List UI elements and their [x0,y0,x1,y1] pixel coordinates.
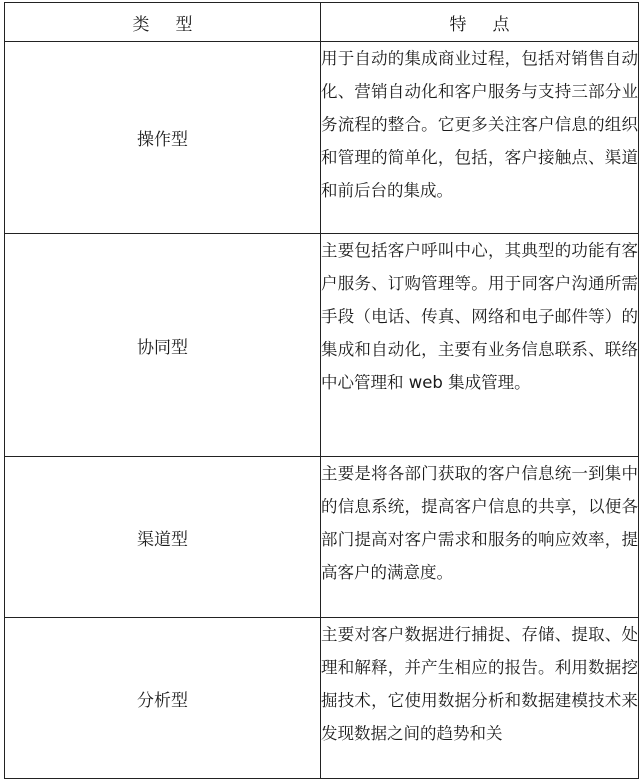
type-cell: 协同型 [5,234,321,457]
type-cell: 分析型 [5,618,321,779]
header-type: 类型 [5,3,321,42]
feature-cell: 主要包括客户呼叫中心，其典型的功能有客户服务、订购管理等。用于同客户沟通所需手段（电话、传真、网络和电子邮件等）的集成和自动化，主要有业务信息联系、联络中心管理和 web 集成管理。 [321,234,639,457]
type-cell: 渠道型 [5,457,321,618]
feature-cell: 主要是将各部门获取的客户信息统一到集中的信息系统，提高客户信息的共享，以便各部门提高对客户需求和服务的响应效率，提高客户的满意度。 [321,457,639,618]
feature-text: 主要对客户数据进行捕捉、存储、提取、处理和解释，并产生相应的报告。利用数据挖掘技术，它使用数据分析和数据建模技术来发现数据之间的趋势和关 [321,625,638,743]
feature-cell: 用于自动的集成商业过程，包括对销售自动化、营销自动化和客户服务与支持三部分业务流程的整合。它更多关注客户信息的组织和管理的简单化，包括，客户接触点、渠道和前后台的集成。 [321,42,639,234]
feature-cell [321,618,639,779]
table-row [5,457,639,618]
header-feature: 特点 [321,3,639,42]
table-row [5,42,639,234]
type-cell: 操作型 [5,42,321,234]
table-row [5,234,639,457]
header-row [5,3,639,42]
table-row [5,618,639,779]
crm-types-table [4,2,639,779]
